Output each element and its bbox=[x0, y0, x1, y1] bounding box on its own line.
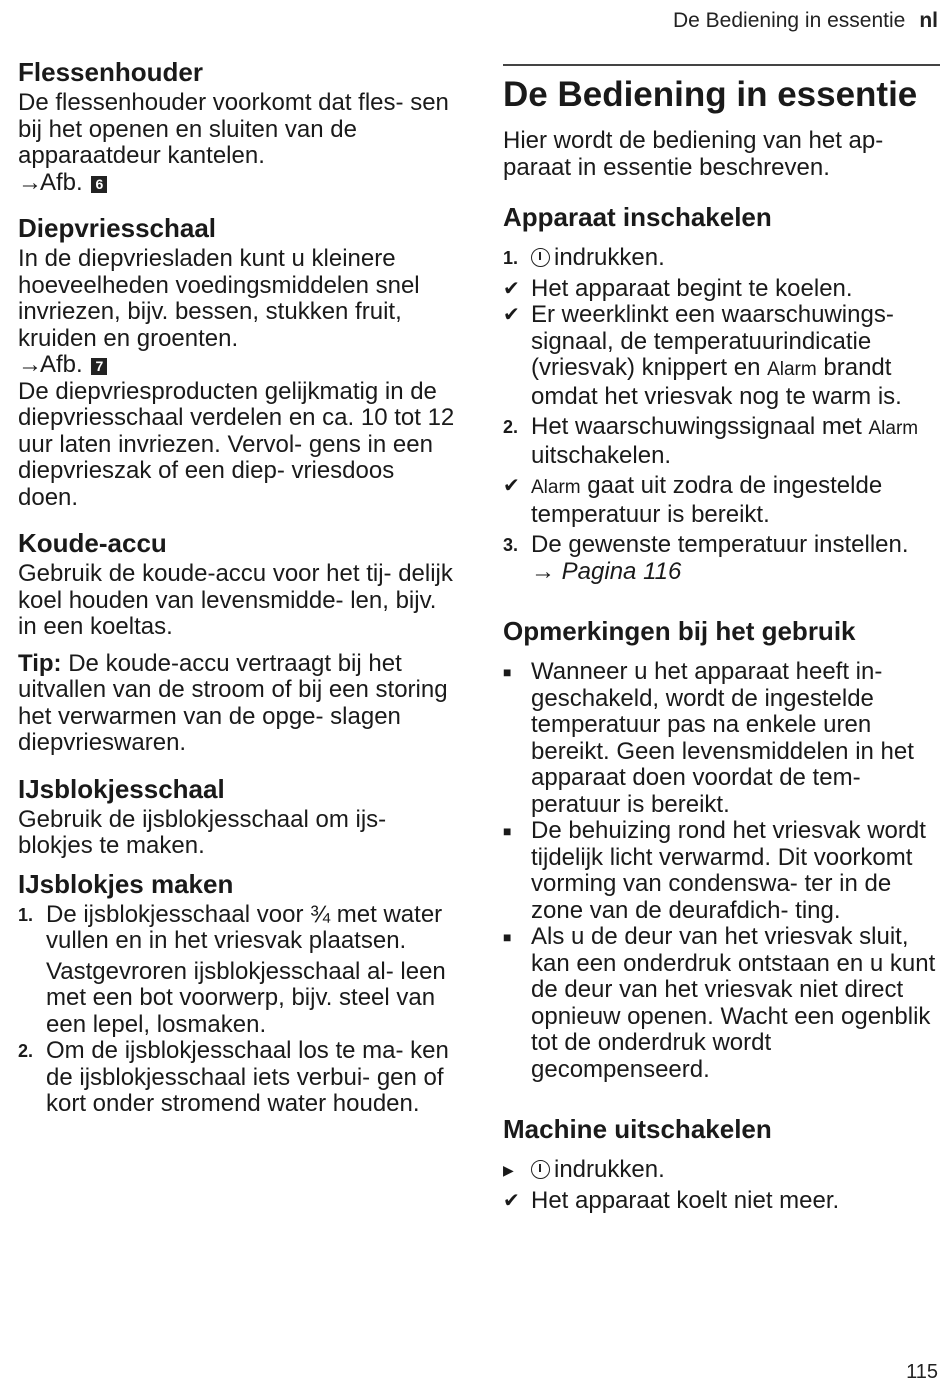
section-text: In de diepvriesladen kunt u kleinere hoeveelheden voedingsmiddelen snel invriezen, bijv. bessen, stukken fruit, kruiden en groenten. bbox=[18, 245, 420, 352]
left-column bbox=[18, 56, 458, 1134]
running-header bbox=[673, 8, 938, 34]
figure-number: 7 bbox=[91, 358, 107, 375]
list-item bbox=[18, 1038, 458, 1118]
section-title: Machine uitschakelen bbox=[503, 1114, 772, 1144]
list-item bbox=[503, 924, 940, 1083]
tip-label: Tip: bbox=[18, 649, 62, 677]
arrow-icon: → bbox=[531, 557, 555, 585]
list-item bbox=[503, 276, 940, 303]
result-text: gaat uit zodra de ingestelde temperatuur is bereikt. bbox=[531, 472, 883, 528]
power-icon bbox=[531, 248, 550, 267]
alarm-label: Alarm bbox=[531, 477, 581, 498]
step-text: Om de ijsblokjesschaal los te ma- ken de ijsblokjesschaal iets verbui- gen of kort onder stromend water houden. bbox=[46, 1037, 449, 1117]
section-text: Gebruik de koude-accu voor het tij- delijk koel houden van levensmidde- len, bijv. in een koeltas. bbox=[18, 560, 453, 640]
section-title: IJsblokjes maken bbox=[18, 868, 234, 899]
result-text: brandt omdat het vriesvak nog te warm is. bbox=[531, 354, 902, 410]
list-item bbox=[18, 959, 458, 1039]
section-title: Koude-accu bbox=[18, 528, 167, 558]
section-title: Flessenhouder bbox=[18, 57, 203, 87]
check-icon: ✔ bbox=[503, 1189, 520, 1212]
section-diepvriesschaal bbox=[18, 212, 458, 511]
intro bbox=[503, 128, 940, 181]
power-icon bbox=[531, 1160, 550, 1179]
action-triangle-icon: ▶ bbox=[503, 1162, 514, 1178]
page-reference: Pagina 116 bbox=[561, 557, 682, 585]
result-text: Het apparaat begint te koelen. bbox=[531, 274, 853, 302]
step-number: 2. bbox=[18, 1041, 34, 1061]
heading-rule bbox=[503, 64, 940, 66]
figure-label: Afb. bbox=[40, 168, 83, 196]
list-item bbox=[503, 1157, 940, 1184]
result-text: Het apparaat koelt niet meer. bbox=[531, 1186, 840, 1214]
step-number: 2. bbox=[503, 417, 519, 437]
section-title: IJsblokjesschaal bbox=[18, 773, 225, 804]
tip-text: De koude-accu vertraagt bij het uitvallen van de stroom of bij een storing het verwarmen van de opge- slagen diepvrieswaren. bbox=[18, 649, 448, 756]
bullet-square-icon: ■ bbox=[503, 664, 512, 680]
step-number: 3. bbox=[503, 535, 519, 555]
list-item bbox=[18, 902, 458, 955]
section-title: Apparaat inschakelen bbox=[503, 202, 772, 232]
arrow-icon: → bbox=[18, 168, 42, 196]
step-number: 1. bbox=[18, 904, 34, 925]
list-item bbox=[503, 302, 940, 410]
bullet-square-icon: ■ bbox=[503, 823, 512, 839]
section-text: De flessenhouder voorkomt dat fles- sen bij het openen en sluiten van de apparaatdeur kantelen. bbox=[18, 89, 449, 169]
page-title: De Bediening in essentie bbox=[503, 75, 918, 114]
step-text: Het waarschuwingssignaal met bbox=[531, 413, 869, 440]
step-text: indrukken. bbox=[554, 244, 665, 271]
step-text: De gewenste temperatuur instellen. bbox=[531, 531, 909, 558]
header-title: De Bediening in essentie bbox=[673, 9, 906, 32]
section-ijsblokjesschaal bbox=[18, 773, 458, 860]
section-text-2: De diepvriesproducten gelijkmatig in de diepvriesschaal verdelen en ca. 10 tot 12 uur laten invriezen. Vervol- gens in een diepvrieszak of een diep- vriesdoos doen. bbox=[18, 377, 455, 511]
list-item bbox=[503, 532, 940, 585]
note-text: Als u de deur van het vriesvak sluit, kan een onderdruk ontstaan en u kunt de deur van het vriesvak niet direct opnieuw openen. Wacht een ogenblik tot de onderdruk wordt gecompenseerd. bbox=[531, 923, 936, 1083]
right-column bbox=[503, 64, 940, 1230]
check-icon: ✔ bbox=[503, 304, 520, 326]
section-title: Opmerkingen bij het gebruik bbox=[503, 616, 856, 646]
section-machine-uitschakelen bbox=[503, 1113, 940, 1214]
alarm-label: Alarm bbox=[767, 359, 817, 380]
section-text: Gebruik de ijsblokjesschaal om ijs- blokjes te maken. bbox=[18, 805, 387, 859]
section-koude-accu bbox=[18, 527, 458, 757]
intro-text: Hier wordt de bediening van het ap- paraat in essentie beschreven. bbox=[503, 127, 884, 181]
step-note: Vastgevroren ijsblokjesschaal al- leen met een bot voorwerp, bijv. steel van een lepel, losmaken. bbox=[46, 957, 446, 1038]
check-icon: ✔ bbox=[503, 277, 520, 300]
bullet-square-icon: ■ bbox=[503, 929, 512, 945]
figure-reference bbox=[18, 352, 458, 379]
section-flessenhouder bbox=[18, 56, 458, 196]
figure-reference bbox=[18, 170, 458, 197]
section-opmerkingen bbox=[503, 615, 940, 1083]
list-item bbox=[503, 414, 940, 469]
list-item bbox=[503, 473, 940, 528]
section-apparaat-inschakelen bbox=[503, 201, 940, 585]
section-title: Diepvriesschaal bbox=[18, 213, 217, 243]
step-text: indrukken. bbox=[554, 1156, 665, 1183]
header-language: nl bbox=[919, 9, 938, 32]
figure-number: 6 bbox=[91, 176, 107, 193]
page-number: 115 bbox=[906, 1361, 938, 1383]
step-text: De ijsblokjesschaal voor ¾ met water vullen en in het vriesvak plaatsen. bbox=[46, 900, 443, 954]
step-text: uitschakelen. bbox=[531, 441, 672, 469]
step-number: 1. bbox=[503, 248, 519, 268]
notes-list bbox=[503, 659, 940, 1083]
check-icon: ✔ bbox=[503, 475, 520, 497]
list-item bbox=[503, 818, 940, 924]
steps-list bbox=[503, 1157, 940, 1214]
list-item bbox=[503, 245, 940, 272]
note-text: De behuizing rond het vriesvak wordt tijdelijk licht verwarmd. Dit voorkomt vorming van condenswa- ter in de zone van de deurafdich- ting. bbox=[531, 817, 926, 924]
note-text: Wanneer u het apparaat heeft in- geschakeld, wordt de ingestelde temperatuur pas na enkele uren bereikt. Geen levensmiddelen in het apparaat doen voordat de tem- peratuur is bereikt. bbox=[531, 658, 914, 818]
steps-list bbox=[18, 902, 458, 1118]
steps-list bbox=[503, 245, 940, 585]
tip-paragraph bbox=[18, 651, 458, 757]
list-item bbox=[503, 1188, 940, 1215]
section-ijsblokjes-maken bbox=[18, 868, 458, 1118]
arrow-icon: → bbox=[18, 351, 42, 378]
result-text: Er weerklinkt een waarschuwings- signaal, de temperatuurindicatie (vriesvak) knippert en bbox=[531, 301, 894, 381]
alarm-label: Alarm bbox=[868, 418, 919, 439]
figure-label: Afb. bbox=[40, 351, 83, 378]
list-item bbox=[503, 659, 940, 818]
